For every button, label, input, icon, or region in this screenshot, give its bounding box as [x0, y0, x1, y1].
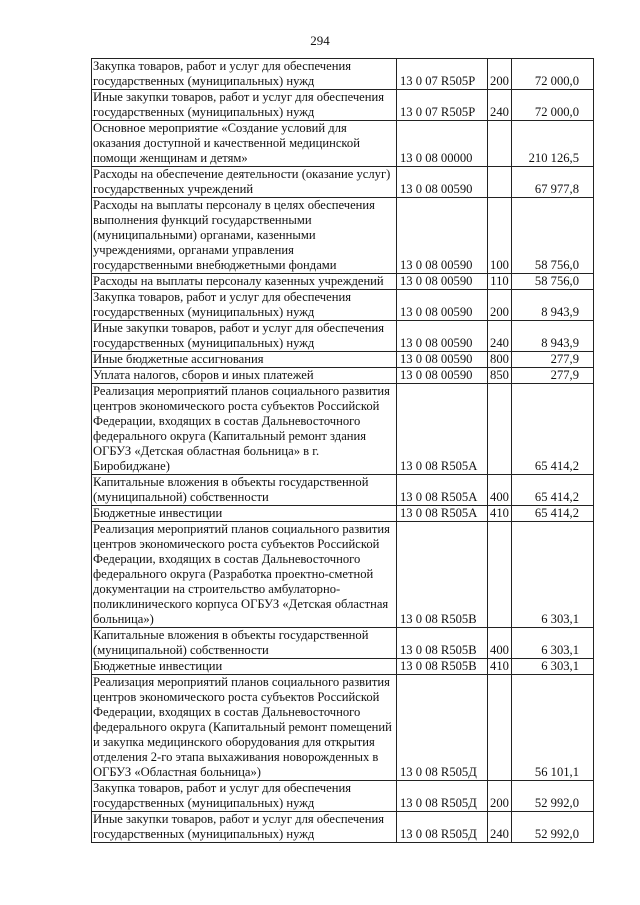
row-sum-cell: 65 414,2 [512, 384, 594, 475]
row-type-cell [488, 522, 512, 628]
row-sum-cell: 52 992,0 [512, 781, 594, 812]
row-type-cell: 110 [488, 274, 512, 290]
row-name-cell: Бюджетные инвестиции [92, 659, 397, 675]
row-type-cell: 200 [488, 290, 512, 321]
row-code-cell: 13 0 08 R505В [397, 628, 488, 659]
row-name-cell: Уплата налогов, сборов и иных платежей [92, 368, 397, 384]
row-type-cell: 240 [488, 812, 512, 843]
table-row [92, 675, 594, 781]
row-name-cell: Реализация мероприятий планов социального развития центров экономического роста субъектов Российской Федерации, входящих в состав Дальневосточного федерального округа (Разработка проектно-сметной документации на строительство амбулаторно-поликлинического корпуса ОГБУЗ «Детская областная больница») [92, 522, 397, 628]
table-row [92, 59, 594, 90]
row-sum-cell: 56 101,1 [512, 675, 594, 781]
row-sum-cell: 8 943,9 [512, 290, 594, 321]
row-sum-cell: 58 756,0 [512, 274, 594, 290]
table-row [92, 368, 594, 384]
row-code-cell: 13 0 08 R505Д [397, 781, 488, 812]
row-code-cell: 13 0 08 00590 [397, 368, 488, 384]
row-name-cell: Расходы на обеспечение деятельности (оказание услуг) государственных учреждений [92, 167, 397, 198]
row-name-cell: Закупка товаров, работ и услуг для обеспечения государственных (муниципальных) нужд [92, 59, 397, 90]
row-name-cell: Капитальные вложения в объекты государственной (муниципальной) собственности [92, 628, 397, 659]
table-row [92, 90, 594, 121]
row-code-cell: 13 0 08 R505А [397, 475, 488, 506]
table-row [92, 522, 594, 628]
table-row [92, 812, 594, 843]
table-row [92, 121, 594, 167]
row-type-cell: 800 [488, 352, 512, 368]
row-type-cell: 400 [488, 628, 512, 659]
table-row [92, 290, 594, 321]
row-sum-cell: 65 414,2 [512, 506, 594, 522]
table-row [92, 274, 594, 290]
budget-table [91, 58, 594, 843]
row-sum-cell: 52 992,0 [512, 812, 594, 843]
row-sum-cell: 210 126,5 [512, 121, 594, 167]
row-code-cell: 13 0 08 R505А [397, 384, 488, 475]
row-name-cell: Реализация мероприятий планов социального развития центров экономического роста субъектов Российской Федерации, входящих в состав Дальневосточного федерального округа (Капитальный ремонт помещений и закупка медицинского оборудования для открытия отделения 2-го этапа выхаживания новорожденных в ОГБУЗ «Областная больница») [92, 675, 397, 781]
row-code-cell: 13 0 08 00590 [397, 290, 488, 321]
table-row [92, 352, 594, 368]
table-row [92, 659, 594, 675]
page-number: 294 [310, 33, 330, 48]
row-type-cell: 410 [488, 659, 512, 675]
row-type-cell: 850 [488, 368, 512, 384]
row-type-cell [488, 384, 512, 475]
row-code-cell: 13 0 08 00590 [397, 167, 488, 198]
row-type-cell: 200 [488, 781, 512, 812]
row-code-cell: 13 0 07 R505Р [397, 90, 488, 121]
row-type-cell: 200 [488, 59, 512, 90]
row-name-cell: Закупка товаров, работ и услуг для обеспечения государственных (муниципальных) нужд [92, 290, 397, 321]
row-type-cell [488, 167, 512, 198]
row-name-cell: Иные бюджетные ассигнования [92, 352, 397, 368]
table-row [92, 167, 594, 198]
table-row [92, 321, 594, 352]
row-name-cell: Расходы на выплаты персоналу казенных учреждений [92, 274, 397, 290]
row-name-cell: Капитальные вложения в объекты государственной (муниципальной) собственности [92, 475, 397, 506]
row-name-cell: Иные закупки товаров, работ и услуг для обеспечения государственных (муниципальных) нужд [92, 321, 397, 352]
row-code-cell: 13 0 08 R505В [397, 659, 488, 675]
row-code-cell: 13 0 08 00590 [397, 274, 488, 290]
table-row [92, 506, 594, 522]
row-code-cell: 13 0 08 R505Д [397, 812, 488, 843]
row-name-cell: Реализация мероприятий планов социального развития центров экономического роста субъектов Российской Федерации, входящих в состав Дальневосточного федерального округа (Капитальный ремонт здания ОГБУЗ «Детская областная больница» в г. Биробиджане) [92, 384, 397, 475]
budget-table-body [92, 59, 594, 843]
row-sum-cell: 72 000,0 [512, 59, 594, 90]
row-code-cell: 13 0 08 00000 [397, 121, 488, 167]
row-type-cell: 100 [488, 198, 512, 274]
row-code-cell: 13 0 07 R505Р [397, 59, 488, 90]
table-row [92, 384, 594, 475]
row-name-cell: Иные закупки товаров, работ и услуг для обеспечения государственных (муниципальных) нужд [92, 812, 397, 843]
row-type-cell: 240 [488, 321, 512, 352]
row-code-cell: 13 0 08 00590 [397, 352, 488, 368]
row-sum-cell: 6 303,1 [512, 659, 594, 675]
table-row [92, 781, 594, 812]
row-name-cell: Бюджетные инвестиции [92, 506, 397, 522]
row-code-cell: 13 0 08 R505Д [397, 675, 488, 781]
row-sum-cell: 58 756,0 [512, 198, 594, 274]
row-sum-cell: 8 943,9 [512, 321, 594, 352]
row-sum-cell: 6 303,1 [512, 628, 594, 659]
row-type-cell: 410 [488, 506, 512, 522]
row-sum-cell: 277,9 [512, 368, 594, 384]
row-type-cell: 240 [488, 90, 512, 121]
row-name-cell: Закупка товаров, работ и услуг для обеспечения государственных (муниципальных) нужд [92, 781, 397, 812]
row-sum-cell: 277,9 [512, 352, 594, 368]
row-sum-cell: 65 414,2 [512, 475, 594, 506]
row-sum-cell: 72 000,0 [512, 90, 594, 121]
table-row [92, 628, 594, 659]
row-code-cell: 13 0 08 R505А [397, 506, 488, 522]
row-name-cell: Иные закупки товаров, работ и услуг для обеспечения государственных (муниципальных) нужд [92, 90, 397, 121]
row-name-cell: Расходы на выплаты персоналу в целях обеспечения выполнения функций государственными (муниципальными) органами, казенными учреждениями, органами управления государственными внебюджетными фондами [92, 198, 397, 274]
row-code-cell: 13 0 08 00590 [397, 198, 488, 274]
table-row [92, 198, 594, 274]
table-row [92, 475, 594, 506]
row-type-cell [488, 675, 512, 781]
row-type-cell [488, 121, 512, 167]
row-sum-cell: 67 977,8 [512, 167, 594, 198]
row-name-cell: Основное мероприятие «Создание условий для оказания доступной и качественной медицинской помощи женщинам и детям» [92, 121, 397, 167]
row-code-cell: 13 0 08 00590 [397, 321, 488, 352]
row-type-cell: 400 [488, 475, 512, 506]
row-code-cell: 13 0 08 R505В [397, 522, 488, 628]
row-sum-cell: 6 303,1 [512, 522, 594, 628]
